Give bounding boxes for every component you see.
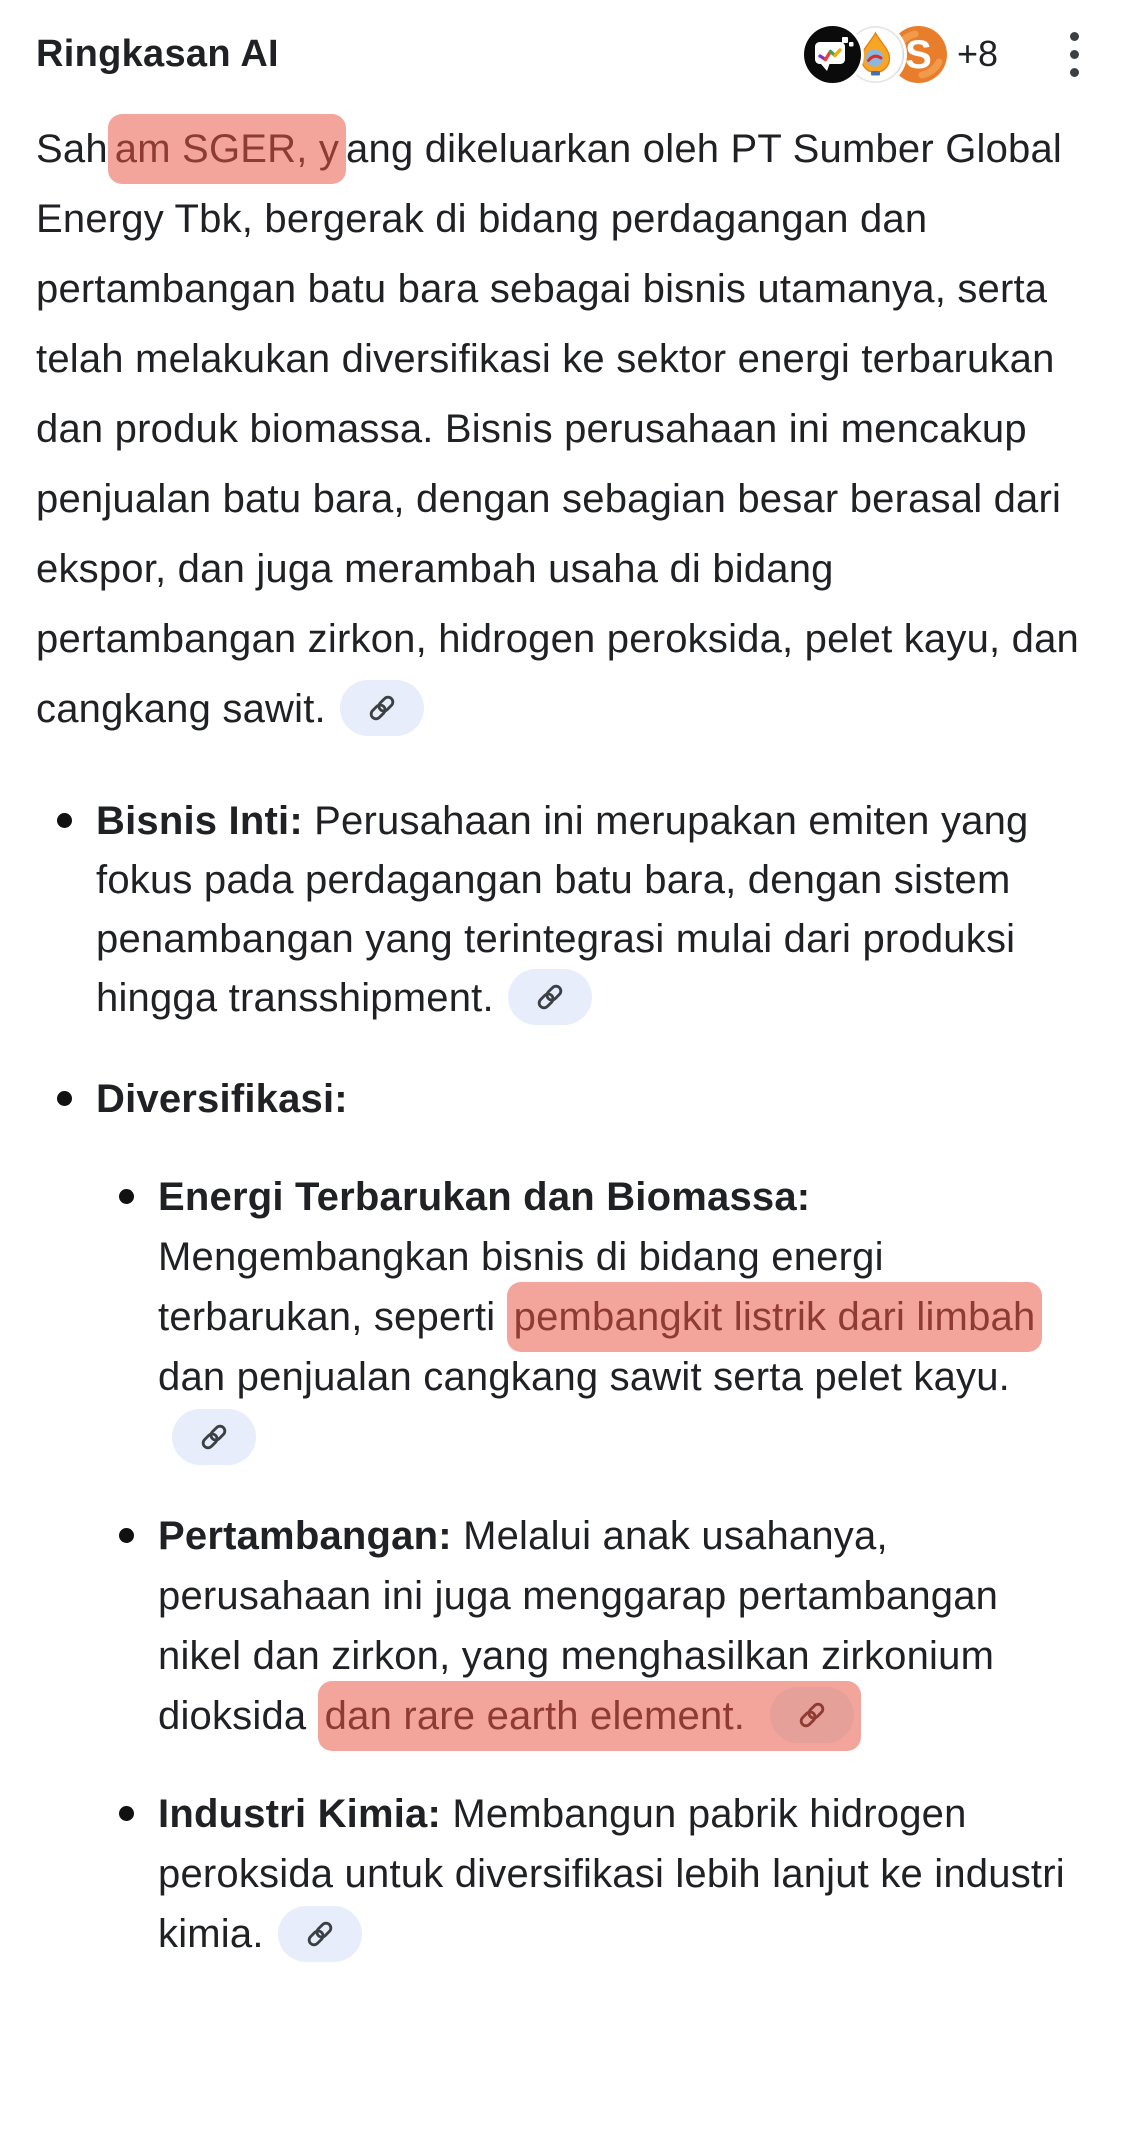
text-highlight-rare-earth [318, 1681, 862, 1751]
list-item-energi-terbarukan [96, 1167, 1089, 1467]
bullet-label: Pertambangan: [158, 1513, 452, 1558]
chart-bubble-source-icon[interactable] [804, 26, 861, 83]
bullet-text: Membangun pabrik hidrogen peroksida untuk diversifikasi lebih lanjut ke industri kimia. [158, 1792, 1065, 1957]
list-item-diversifikasi [36, 1070, 1089, 1964]
source-link-chip[interactable] [770, 1687, 854, 1743]
bullet-text: Perusahaan ini merupakan emiten yang fokus pada perdagangan batu bara, dengan sistem penambangan yang terintegrasi mulai dari produksi hingga transshipment. [96, 799, 1029, 1020]
source-link-chip[interactable] [278, 1906, 362, 1962]
page-title: Ringkasan AI [36, 32, 279, 75]
link-icon [533, 980, 567, 1014]
source-icons-cluster[interactable] [804, 26, 947, 83]
bullet-list [36, 792, 1089, 1965]
highlighted-text: am SGER, y [114, 127, 340, 171]
highlighted-text: pembangkit listrik dari limbah [513, 1295, 1036, 1340]
link-icon [303, 1917, 337, 1951]
link-icon [365, 691, 399, 725]
svg-text:S: S [905, 32, 932, 77]
intro-text-pre: Sah [36, 127, 108, 171]
bullet-label: Energi Terbarukan dan Biomassa: [158, 1175, 811, 1220]
bullet-text: dan penjualan cangkang sawit serta pelet kayu. [158, 1355, 1010, 1400]
intro-paragraph [36, 114, 1089, 744]
bullet-text: Melalui anak usahanya, perusahaan ini juga menggarap pertambangan nikel dan zirkon, yang menghasilkan zirkonium dioksida [158, 1513, 999, 1738]
list-item-bisnis-inti [36, 792, 1089, 1028]
ai-overview-header [36, 0, 1089, 86]
sub-bullet-list [96, 1167, 1089, 1964]
source-link-chip[interactable] [508, 969, 592, 1025]
header-right-group [804, 26, 1089, 83]
more-sources-count[interactable]: +8 [956, 33, 998, 74]
text-highlight-pembangkit [507, 1282, 1043, 1352]
dot-icon [1070, 50, 1079, 59]
bullet-label: Bisnis Inti: [96, 799, 303, 843]
source-link-chip[interactable] [340, 680, 424, 736]
link-icon [197, 1420, 231, 1454]
dot-icon [1070, 32, 1079, 41]
dot-icon [1070, 68, 1079, 77]
source-link-chip[interactable] [172, 1409, 256, 1465]
intro-text-rest: ang dikeluarkan oleh PT Sumber Global Energy Tbk, bergerak di bidang perdagangan dan pertambangan batu bara sebagai bisnis utamanya, serta telah melakukan diversifikasi ke sektor energi terbarukan dan produk biomassa. Bisnis perusahaan ini mencakup penjualan batu bara, dengan sebagian besar berasal dari ekspor, dan juga merambah usaha di bidang pertambangan zirkon, hidrogen peroksida, pelet kayu, dan cangkang sawit. [36, 127, 1079, 731]
bullet-label: Industri Kimia: [158, 1792, 442, 1837]
highlighted-text: dan rare earth element. [324, 1693, 746, 1738]
list-item-industri-kimia [96, 1784, 1089, 1964]
bullet-text: Mengembangkan bisnis di bidang energi terbarukan, seperti [158, 1235, 884, 1340]
more-options-button[interactable] [1060, 26, 1089, 83]
bullet-label: Diversifikasi: [96, 1077, 348, 1122]
list-item-pertambangan [96, 1506, 1089, 1746]
text-highlight-sger [108, 114, 346, 184]
link-icon [795, 1698, 829, 1732]
